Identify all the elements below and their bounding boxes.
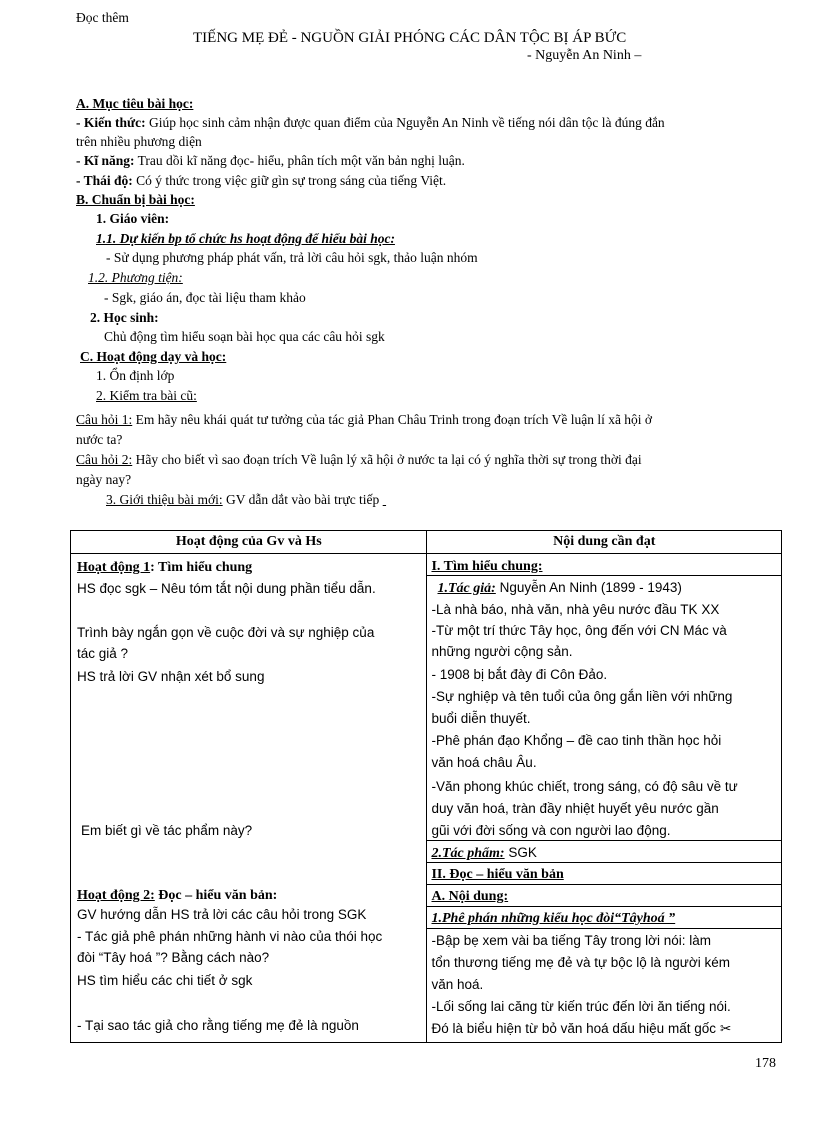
work-row bbox=[431, 842, 776, 864]
question-1-label: Câu hỏi 1: bbox=[76, 412, 133, 427]
col1-header: Hoạt động của Gv và Hs bbox=[71, 531, 427, 554]
right-line-5: -Sự nghiệp và tên tuổi của ông gắn liền với những bbox=[431, 689, 733, 704]
right-line-16-text: Đó là biểu hiện từ bỏ văn hoá dấu hiệu mất gốc bbox=[431, 1021, 716, 1036]
row-separator bbox=[427, 884, 781, 885]
skill-text: Trau dồi kĩ năng đọc- hiểu, phân tích một văn bản nghị luận. bbox=[134, 153, 465, 168]
row-separator bbox=[427, 575, 781, 576]
left-line-10: - Tại sao tác giả cho rằng tiếng mẹ đẻ là nguồn bbox=[77, 1018, 359, 1033]
attitude-label: - Thái độ: bbox=[76, 173, 133, 188]
author-label: 1.Tác giả: bbox=[437, 581, 496, 596]
knowledge-text-2: trên nhiều phương diện bbox=[76, 134, 202, 149]
b11-heading: 1.1. Dự kiến bp tổ chức hs hoạt động để hiểu bài học: bbox=[96, 231, 395, 246]
left-line-8: đòi “Tây hoá ”? Bằng cách nào? bbox=[77, 950, 270, 965]
activity-1-label: Hoạt động 1 bbox=[77, 560, 151, 575]
attitude-line bbox=[76, 171, 776, 190]
right-line-7: -Phê phán đạo Khổng – đề cao tinh thần học hỏi bbox=[431, 733, 722, 748]
section-a-heading: A. Mục tiêu bài học: bbox=[76, 96, 194, 111]
c2-text: 2. Kiểm tra bài cũ: bbox=[96, 388, 197, 403]
work-label: 2.Tác phẩm: bbox=[431, 846, 505, 861]
row-separator bbox=[427, 840, 781, 841]
right-line-3: những người cộng sản. bbox=[431, 644, 573, 659]
left-line-6: GV hướng dẫn HS trả lời các câu hỏi trong SGK bbox=[77, 907, 367, 922]
skill-label: - Kĩ năng: bbox=[76, 153, 135, 168]
question-2 bbox=[76, 450, 776, 469]
right-line-4: - 1908 bị bắt đày đi Côn Đảo. bbox=[431, 667, 608, 682]
question-1 bbox=[76, 410, 776, 429]
skill-line bbox=[76, 151, 776, 170]
author-text: Nguyễn An Ninh (1899 - 1943) bbox=[495, 580, 682, 595]
attitude-text: Có ý thức trong việc giữ gìn sự trong sáng của tiếng Việt. bbox=[132, 173, 447, 188]
right-line-9: -Văn phong khúc chiết, trong sáng, có độ sâu về tư bbox=[431, 779, 738, 794]
student-text: Chủ động tìm hiểu soạn bài học qua các câu hỏi sgk bbox=[104, 329, 385, 344]
b11-text: - Sử dụng phương pháp phát vấn, trả lời câu hỏi sgk, thảo luận nhóm bbox=[106, 250, 478, 265]
knowledge-line bbox=[76, 113, 776, 132]
student-heading: 2. Học sinh: bbox=[90, 310, 159, 325]
knowledge-text: Giúp học sinh cảm nhận được quan điểm của Nguyễn An Ninh về tiếng nói dân tộc là đúng đắn bbox=[145, 115, 665, 130]
row-separator bbox=[427, 906, 781, 907]
activity-1-text: : Tìm hiểu chung bbox=[150, 560, 253, 575]
row-separator bbox=[427, 928, 781, 929]
question-1-text-2: nước ta? bbox=[76, 432, 123, 447]
intro-label: 3. Giới thiệu bài mới: bbox=[106, 492, 223, 507]
right-line-2: -Từ một trí thức Tây học, ông đến với CN Mác và bbox=[431, 623, 727, 638]
col2-header: Nội dung cần đạt bbox=[427, 531, 782, 554]
content-heading: A. Nội dung: bbox=[431, 889, 509, 904]
left-line-4: HS trả lời GV nhận xét bổ sung bbox=[77, 669, 265, 684]
right-line-1: -Là nhà báo, nhà văn, nhà yêu nước đầu TK XX bbox=[431, 602, 720, 617]
activity-table bbox=[70, 530, 782, 1043]
question-2-label: Câu hỏi 2: bbox=[76, 452, 133, 467]
right-line-6: buổi diễn thuyết. bbox=[431, 711, 531, 726]
right-line-13: tổn thương tiếng mẹ đẻ và tự bộc lộ là người kém bbox=[431, 955, 730, 970]
right-section-2: II. Đọc – hiểu văn bản bbox=[431, 867, 564, 882]
left-line-7: - Tác giả phê phán những hành vi nào của thói học bbox=[77, 929, 383, 944]
page-title: TIẾNG MẸ ĐẺ - NGUỒN GIẢI PHÓNG CÁC DÂN TỘC BỊ ÁP BỨC bbox=[193, 30, 627, 46]
question-2-text-2: ngày nay? bbox=[76, 472, 132, 487]
teacher-heading: 1. Giáo viên: bbox=[96, 211, 170, 226]
activity-2-text: Đọc – hiểu văn bản: bbox=[154, 888, 278, 903]
intro-line bbox=[106, 490, 806, 509]
knowledge-label: - Kiến thức: bbox=[76, 115, 146, 130]
page-number: 178 bbox=[755, 1056, 776, 1071]
right-line-15: -Lối sống lai căng từ kiến trúc đến lời ăn tiếng nói. bbox=[431, 999, 731, 1014]
activity-1-line bbox=[77, 556, 426, 578]
right-line-14: văn hoá. bbox=[431, 977, 484, 992]
criticism-heading: 1.Phê phán những kiểu học đòi“Tâyhoá ” bbox=[431, 911, 676, 926]
scissors-icon: ✂ bbox=[719, 1021, 732, 1037]
activity-2-line bbox=[77, 884, 426, 906]
row-separator bbox=[427, 862, 781, 863]
right-line-10: duy văn hoá, tràn đầy nhiệt huyết yêu nước gần bbox=[431, 801, 719, 816]
question-1-text: Em hãy nêu khái quát tư tưởng của tác giả Phan Châu Trinh trong đoạn trích Về luận lí xã hội ở bbox=[132, 412, 653, 427]
doc-type-label: Đọc thêm bbox=[76, 10, 129, 25]
author-line: - Nguyễn An Ninh – bbox=[527, 48, 642, 63]
activity-2-label: Hoạt động 2: bbox=[77, 888, 155, 903]
work-text: SGK bbox=[504, 845, 537, 860]
left-line-3: tác giả ? bbox=[77, 646, 129, 661]
left-line-2: Trình bày ngắn gọn về cuộc đời và sự nghiệp của bbox=[77, 625, 375, 640]
author-row bbox=[437, 577, 781, 599]
left-line-9: HS tìm hiểu các chi tiết ở sgk bbox=[77, 973, 253, 988]
left-line-1: HS đọc sgk – Nêu tóm tắt nội dung phần tiểu dẫn. bbox=[77, 581, 376, 596]
section-c-heading: C. Hoạt động dạy và học: bbox=[80, 349, 227, 364]
intro-text: GV dẫn dắt vào bài trực tiếp bbox=[222, 492, 383, 507]
right-line-16 bbox=[431, 1018, 776, 1040]
left-line-5: Em biết gì về tác phẩm này? bbox=[81, 823, 253, 838]
right-line-8: văn hoá châu Âu. bbox=[431, 755, 537, 770]
b12-text: - Sgk, giáo án, đọc tài liệu tham khảo bbox=[104, 290, 306, 305]
right-cell bbox=[427, 554, 782, 1043]
c1-text: 1. Ổn định lớp bbox=[96, 368, 175, 383]
question-2-text: Hãy cho biết vì sao đoạn trích Về luận lý xã hội ở nước ta lại có ý nghĩa thời sự trong thời đại bbox=[132, 452, 642, 467]
right-section-1: I. Tìm hiểu chung: bbox=[431, 559, 543, 574]
right-line-11: gũi với đời sống và con người lao động. bbox=[431, 823, 671, 838]
section-b-heading: B. Chuẩn bị bài học: bbox=[76, 192, 195, 207]
right-line-12: -Bập bẹ xem vài ba tiếng Tây trong lời nói: làm bbox=[431, 933, 711, 948]
left-cell bbox=[71, 554, 427, 1043]
b12-heading: 1.2. Phương tiện: bbox=[88, 270, 183, 285]
